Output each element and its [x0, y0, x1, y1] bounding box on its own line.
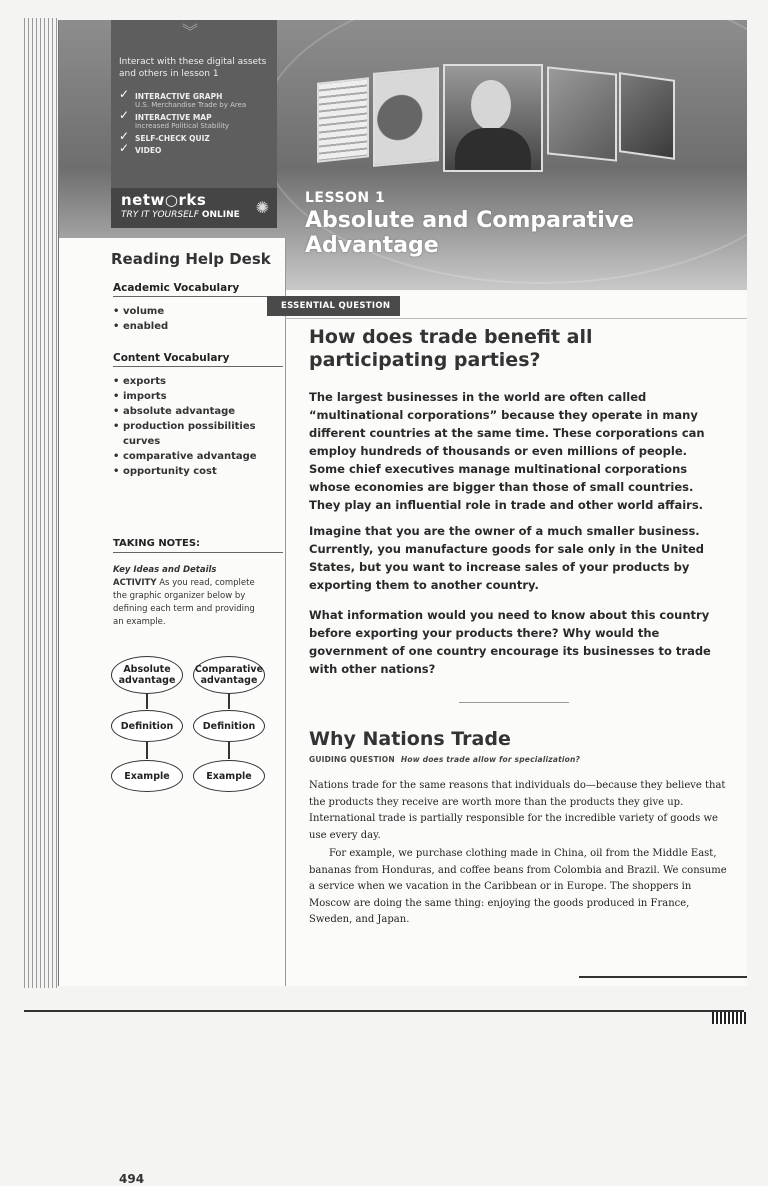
- checkmark-icon: ✓: [119, 108, 130, 122]
- list-item: • opportunity cost: [113, 464, 273, 479]
- graph-thumbnail: [317, 77, 369, 162]
- content-vocabulary-list: [113, 374, 273, 479]
- chevron-down-icon: ︾: [181, 22, 198, 41]
- intro-paragraph: What information would you need to know about this country before exporting your products there? Why would the government of one country encourage its businesses to trade with other nations?: [309, 608, 711, 676]
- list-item: • comparative advantage: [113, 449, 273, 464]
- graphic-organizer: [109, 648, 289, 818]
- lesson-title: Absolute and Comparative Advantage: [305, 208, 634, 258]
- asset-subtitle: Increased Political Stability: [135, 122, 230, 130]
- networks-tagline: [121, 210, 240, 220]
- checkmark-icon: ✓: [119, 87, 130, 101]
- asset-thumbnails: [317, 64, 737, 194]
- networks-online: ONLINE: [201, 210, 240, 220]
- guiding-question-label: GUIDING QUESTION: [309, 755, 395, 764]
- photo-thumbnail: [619, 72, 675, 160]
- body-paragraph: For example, we purchase clothing made in China, oil from the Middle East, bananas from Honduras, and coffee beans from Colombia and Brazil. We consume a service when we vacation in the Caribbean or in Europe. The shoppers in Moscow are doing the same thing: enjoying the goods produced in France, Sweden, and Japan.: [309, 848, 727, 925]
- digital-assets-box: [111, 20, 277, 188]
- section-title: Why Nations Trade: [309, 728, 511, 750]
- intro-paragraph: The largest businesses in the world are often called “multinational corporations” because they operate in many different countries at the same time. These corporations can employ hundreds of thousands or even millions of people. Some chief executives manage multinational corporations whose economies are bigger than those of small countries. They play an influential role in trade and other world affairs.: [309, 390, 705, 512]
- video-thumbnail: [443, 64, 543, 172]
- asset-item: [119, 108, 274, 131]
- portrait-body: [455, 128, 531, 170]
- academic-vocabulary-heading: Academic Vocabulary: [113, 282, 283, 297]
- asset-item: [119, 129, 274, 143]
- asset-title: INTERACTIVE MAP: [135, 113, 212, 122]
- textbook-page: [58, 20, 747, 1186]
- portrait-face: [471, 80, 511, 130]
- assets-intro: Interact with these digital assets and others in lesson 1: [119, 57, 267, 79]
- guiding-question-text: How does trade allow for specialization?: [400, 755, 581, 764]
- taking-notes-instructions: [113, 564, 263, 629]
- notes-key-ideas: Key Ideas and Details: [113, 565, 217, 575]
- divider: [459, 702, 569, 703]
- list-item: • imports: [113, 389, 273, 404]
- list-item: • enabled: [113, 319, 273, 334]
- asset-item: [119, 87, 274, 110]
- organizer-example-left: Example: [111, 760, 183, 792]
- notes-activity-label: ACTIVITY: [113, 578, 157, 588]
- organizer-connector: [228, 693, 230, 709]
- asset-title: VIDEO: [135, 146, 162, 155]
- networks-panel: [111, 188, 277, 228]
- organizer-comparative-advantage: Comparative advantage: [193, 656, 265, 694]
- checkmark-icon: ✓: [119, 141, 130, 155]
- essential-question-tag: ESSENTIAL QUESTION: [267, 296, 400, 316]
- sidebar-heading: Reading Help Desk: [111, 250, 271, 268]
- essential-question: How does trade benefit all participating parties?: [309, 326, 593, 371]
- page-number: 494: [119, 1172, 145, 1186]
- list-item: • exports: [113, 374, 273, 389]
- asset-title: INTERACTIVE GRAPH: [135, 92, 223, 101]
- reading-help-desk: [59, 238, 286, 1186]
- organizer-definition-right: Definition: [193, 710, 265, 742]
- checkmark-icon: ✓: [119, 129, 130, 143]
- map-thumbnail: [373, 67, 439, 167]
- list-item: • production possibilities curves: [113, 419, 273, 449]
- asset-item: [119, 141, 274, 155]
- organizer-connector: [228, 741, 230, 759]
- academic-vocabulary-list: [113, 304, 273, 334]
- lesson-number: LESSON 1: [305, 190, 386, 206]
- body-paragraph: Nations trade for the same reasons that individuals do—because they believe that the products they receive are worth more than the products they give up. International trade is partially responsible for the incredible variety of goods we use every day.: [309, 780, 726, 841]
- divider: [285, 318, 747, 319]
- networks-try: TRY IT YOURSELF: [121, 210, 199, 220]
- networks-logo: netw○rks: [121, 191, 207, 209]
- notes-text: As you read, complete the graphic organizer below by defining each term and providing an example.: [113, 578, 255, 627]
- organizer-example-right: Example: [193, 760, 265, 792]
- list-item: • absolute advantage: [113, 404, 273, 419]
- sparkle-icon: ✺: [255, 198, 269, 217]
- asset-list: [119, 87, 274, 158]
- asset-subtitle: U.S. Merchandise Trade by Area: [135, 101, 247, 109]
- asset-title: SELF-CHECK QUIZ: [135, 134, 210, 143]
- organizer-absolute-advantage: Absolute advantage: [111, 656, 183, 694]
- guiding-question: [309, 755, 580, 764]
- divider: [579, 976, 747, 978]
- organizer-connector: [146, 693, 148, 709]
- intro-paragraph: Imagine that you are the owner of a much smaller business. Currently, you manufacture goods for sale only in the United States, but you want to increase sales of your products by exporting them to another country.: [309, 524, 705, 592]
- book-page-edges: [24, 18, 60, 988]
- taking-notes-heading: TAKING NOTES:: [113, 538, 283, 553]
- list-item: • volume: [113, 304, 273, 319]
- photo-thumbnail: [547, 66, 617, 161]
- organizer-definition-left: Definition: [111, 710, 183, 742]
- content-vocabulary-heading: Content Vocabulary: [113, 352, 283, 367]
- barcode-mark: [712, 1012, 746, 1024]
- organizer-connector: [146, 741, 148, 759]
- divider: [24, 1010, 744, 1012]
